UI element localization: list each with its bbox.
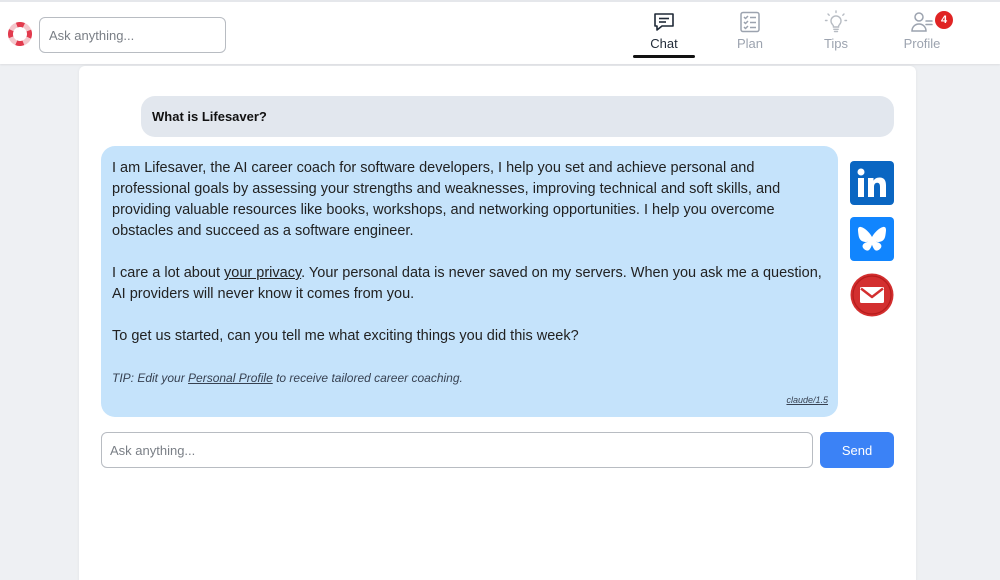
tip-text-before: TIP: Edit your — [112, 371, 189, 385]
assistant-paragraph-intro: I am Lifesaver, the AI career coach for software developers, I help you set and achieve personal and professional goals by assessing your strengths and weaknesses, improving technical and soft skills, and providing valuable resources like books, workshops, and networking opportunities. I help you overcome obstacles and succeed as a software engineer. — [112, 160, 781, 239]
assistant-message — [101, 146, 838, 417]
send-button[interactable]: Send — [820, 432, 894, 468]
tab-tips[interactable] — [805, 10, 867, 56]
personal-profile-link[interactable]: Personal Profile — [188, 371, 273, 385]
email-icon[interactable] — [850, 273, 894, 317]
tab-chat[interactable] — [633, 10, 695, 56]
lightbulb-icon — [824, 10, 848, 34]
assistant-paragraph-privacy — [112, 263, 827, 305]
lifebuoy-icon[interactable] — [8, 22, 32, 46]
privacy-text-after: . Your personal data is never saved on my servers. When you ask me a question, AI providers will never know it comes from you. — [112, 265, 822, 302]
tab-profile-label: Profile — [903, 36, 941, 51]
bluesky-icon[interactable] — [850, 217, 894, 261]
model-tag[interactable]: claude/1.5 — [786, 395, 828, 405]
user-icon — [910, 10, 934, 34]
tab-plan[interactable] — [719, 10, 781, 56]
tab-tips-label: Tips — [823, 36, 849, 51]
tab-plan-label: Plan — [736, 36, 764, 51]
chat-panel — [79, 66, 916, 580]
top-search-input[interactable] — [39, 17, 226, 53]
linkedin-icon[interactable] — [850, 161, 894, 205]
chat-input[interactable] — [101, 432, 813, 468]
notification-badge: 4 — [935, 11, 953, 29]
top-bar — [0, 0, 1000, 64]
tip-text-after: to receive tailored career coaching. — [272, 371, 463, 385]
user-message: What is Lifesaver? — [141, 96, 894, 137]
privacy-link[interactable]: your privacy — [224, 265, 302, 281]
checklist-icon — [738, 10, 762, 34]
assistant-paragraph-question: To get us started, can you tell me what exciting things you did this week? — [112, 328, 579, 344]
tab-profile[interactable] — [891, 10, 953, 56]
tab-chat-label: Chat — [650, 36, 678, 51]
tip-text — [112, 368, 463, 389]
chat-icon — [652, 10, 676, 34]
privacy-text-before: I care a lot about — [112, 265, 225, 281]
